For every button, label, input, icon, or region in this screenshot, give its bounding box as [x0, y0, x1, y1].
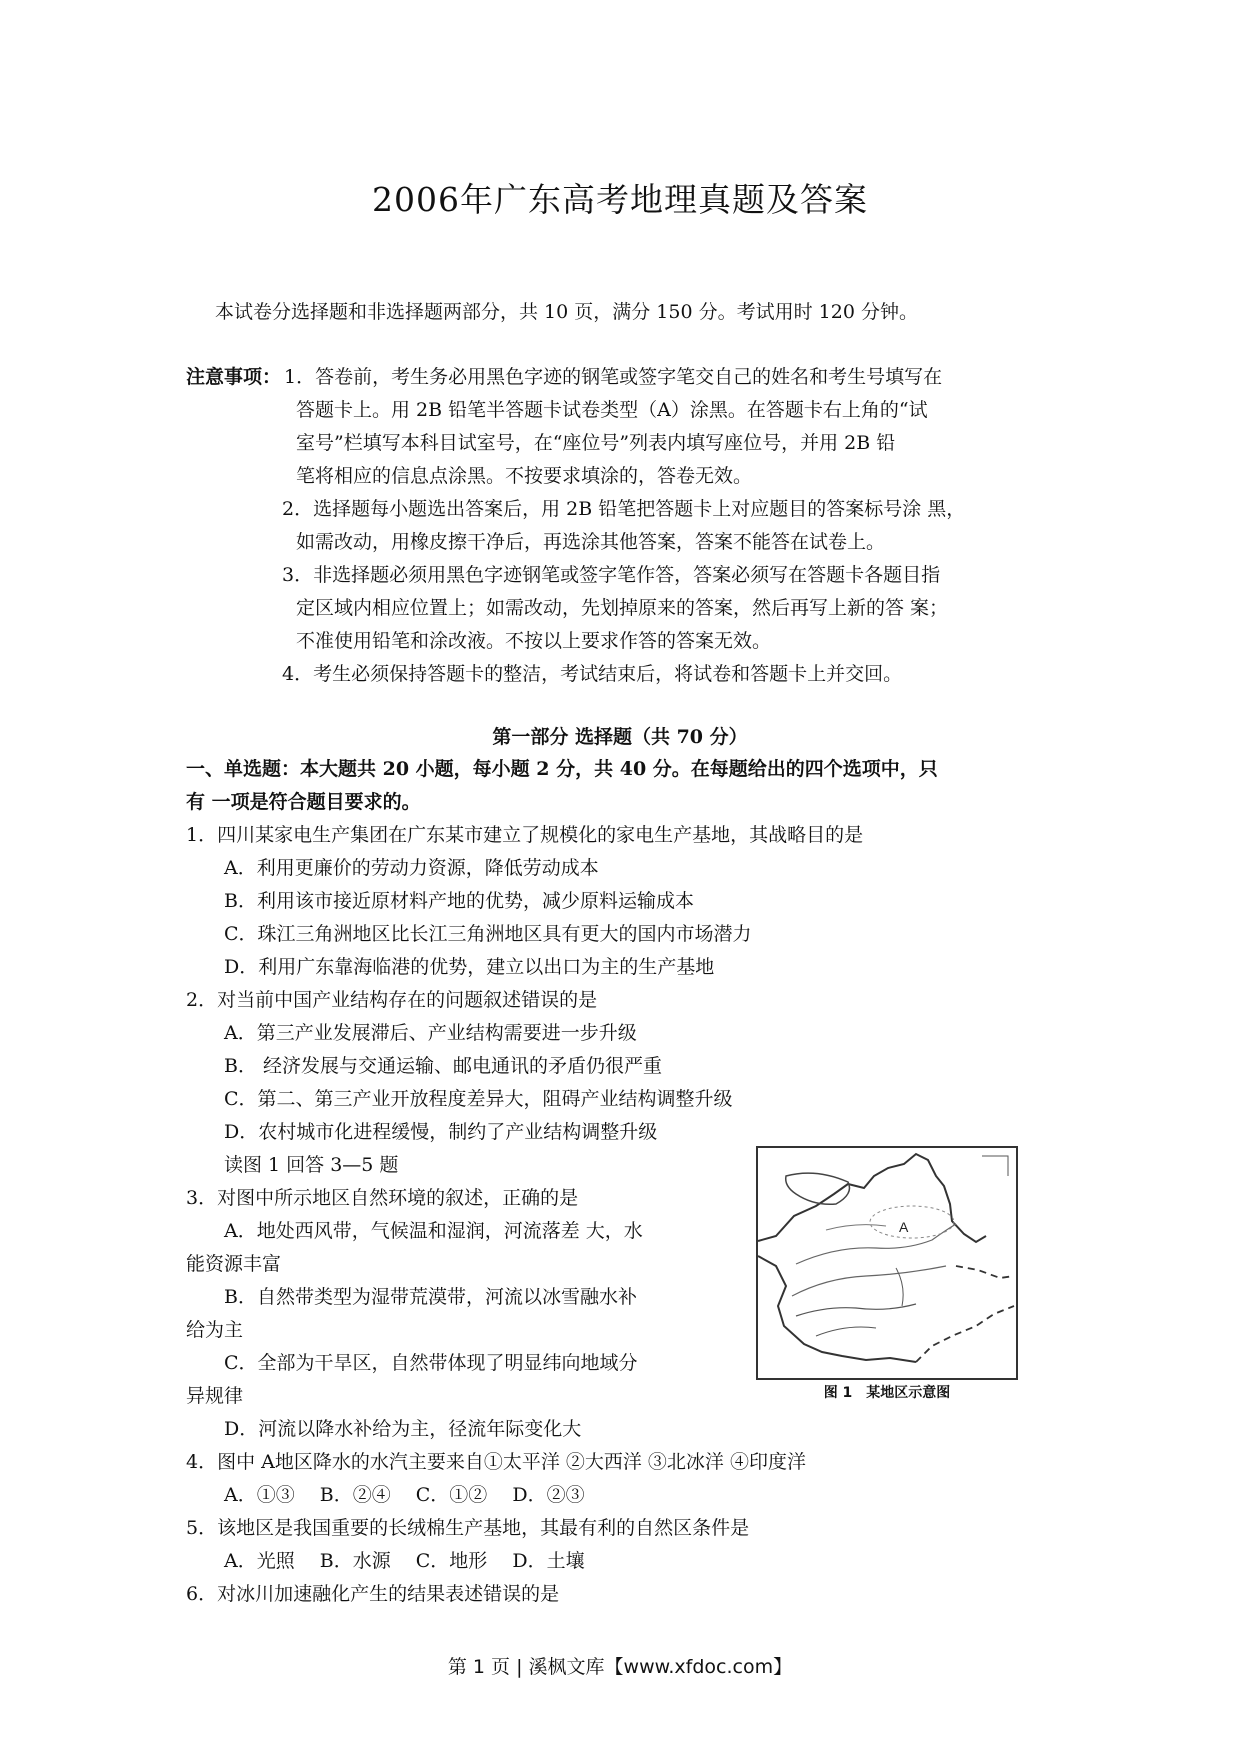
question-text: 2．对当前中国产业结构存在的问题叙述错误的是 [186, 989, 598, 1011]
question-text: 3．对图中所示地区自然环境的叙述，正确的是 [186, 1187, 579, 1209]
option-text: B． 经济发展与交通运输、邮电通讯的矛盾仍很严重 [224, 1055, 663, 1077]
intro-text: 本试卷分选择题和非选择题两部分，共 10 页，满分 150 分。考试用时 120 分钟。 [215, 301, 918, 323]
notice-line: 笔将相应的信息点涂黑。不按要求填涂的，答卷无效。 [296, 465, 753, 487]
option-text: A．光照 B．水源 C．地形 D．土壤 [224, 1550, 585, 1572]
notice-line: 答题卡上。用 2B 铅笔半答题卡试卷类型（A）涂黑。在答题卡右上角的“试 [296, 399, 928, 421]
option-text: A．第三产业发展滞后、产业结构需要进一步升级 [224, 1022, 637, 1044]
option-text: D．河流以降水补给为主，径流年际变化大 [224, 1418, 582, 1440]
notice-line: 室号”栏填写本科目试室号，在“座位号”列表内填写座位号，并用 2B 铅 [296, 432, 896, 454]
section-heading: 一、单选题：本大题共 20 小题，每小题 2 分，共 40 分。在每题给出的四个选项中，只 [186, 758, 938, 780]
question-text: 4．图中 A地区降水的水汽主要来自①太平洋 ②大西洋 ③北冰洋 ④印度洋 [186, 1451, 806, 1473]
option-text-cont: 异规律 [186, 1385, 244, 1407]
notice-line: 如需改动，用橡皮擦干净后，再选涂其他答案，答案不能答在试卷上。 [296, 531, 886, 553]
option-text: A．地处西风带，气候温和湿润，河流落差 大，水 [224, 1220, 643, 1242]
option-text-cont: 能资源丰富 [186, 1253, 282, 1275]
option-text: C．珠江三角洲地区比长江三角洲地区具有更大的国内市场潜力 [224, 923, 752, 945]
section-heading: 有 一项是符合题目要求的。 [186, 791, 421, 813]
option-text: B．自然带类型为湿带荒漠带，河流以冰雪融水补 [224, 1286, 637, 1308]
region-map [756, 1146, 1018, 1382]
notice-line: 定区域内相应位置上；如需改动，先划掉原来的答案，然后再写上新的答 案； [296, 597, 949, 619]
map-figure [756, 1146, 1018, 1408]
notice-line: 1．答卷前，考生务必用黑色字迹的钢笔或签字笔交自己的姓名和考生号填写在 [284, 366, 943, 388]
option-text: C．全部为干旱区，自然带体现了明显纬向地域分 [224, 1352, 638, 1374]
option-text: A．利用更廉价的劳动力资源，降低劳动成本 [224, 857, 599, 879]
part-title: 第一部分 选择题（共 70 分） [492, 726, 748, 748]
figure-caption: 图 1 某地区示意图 [823, 1385, 951, 1401]
option-text: C．第二、第三产业开放程度差异大，阻碍产业结构调整升级 [224, 1088, 733, 1110]
notice-line: 4．考生必须保持答题卡的整洁，考试结束后，将试卷和答题卡上并交回。 [282, 663, 903, 685]
option-text-cont: 给为主 [186, 1319, 244, 1341]
option-text: A．①③ B．②④ C．①② D．②③ [224, 1484, 585, 1506]
option-text: D．农村城市化进程缓慢，制约了产业结构调整升级 [224, 1121, 658, 1143]
notice-line: 3．非选择题必须用黑色字迹钢笔或签字笔作答，答案必须写在答题卡各题目指 [282, 564, 941, 586]
instruction-text: 读图 1 回答 3—5 题 [224, 1154, 399, 1176]
question-text: 5．该地区是我国重要的长绒棉生产基地，其最有利的自然区条件是 [186, 1517, 750, 1539]
notice-line: 2．选择题每小题选出答案后，用 2B 铅笔把答题卡上对应题目的答案标号涂 黑， [282, 498, 966, 520]
notice-label: 注意事项： [186, 366, 282, 388]
option-text: D．利用广东靠海临港的优势，建立以出口为主的生产基地 [224, 956, 715, 978]
question-text: 1．四川某家电生产集团在广东某市建立了规模化的家电生产基地，其战略目的是 [186, 824, 864, 846]
question-text: 6．对冰川加速融化产生的结果表述错误的是 [186, 1583, 560, 1605]
option-text: B．利用该市接近原材料产地的优势，减少原料运输成本 [224, 890, 694, 912]
page-title: 2006年广东高考地理真题及答案 [372, 180, 868, 219]
notice-line: 不准使用铅笔和涂改液。不按以上要求作答的答案无效。 [296, 630, 772, 652]
page-footer: 第 1 页 | 溪枫文库【www.xfdoc.com】 [447, 1656, 793, 1678]
map-label-a: A [899, 1219, 909, 1235]
